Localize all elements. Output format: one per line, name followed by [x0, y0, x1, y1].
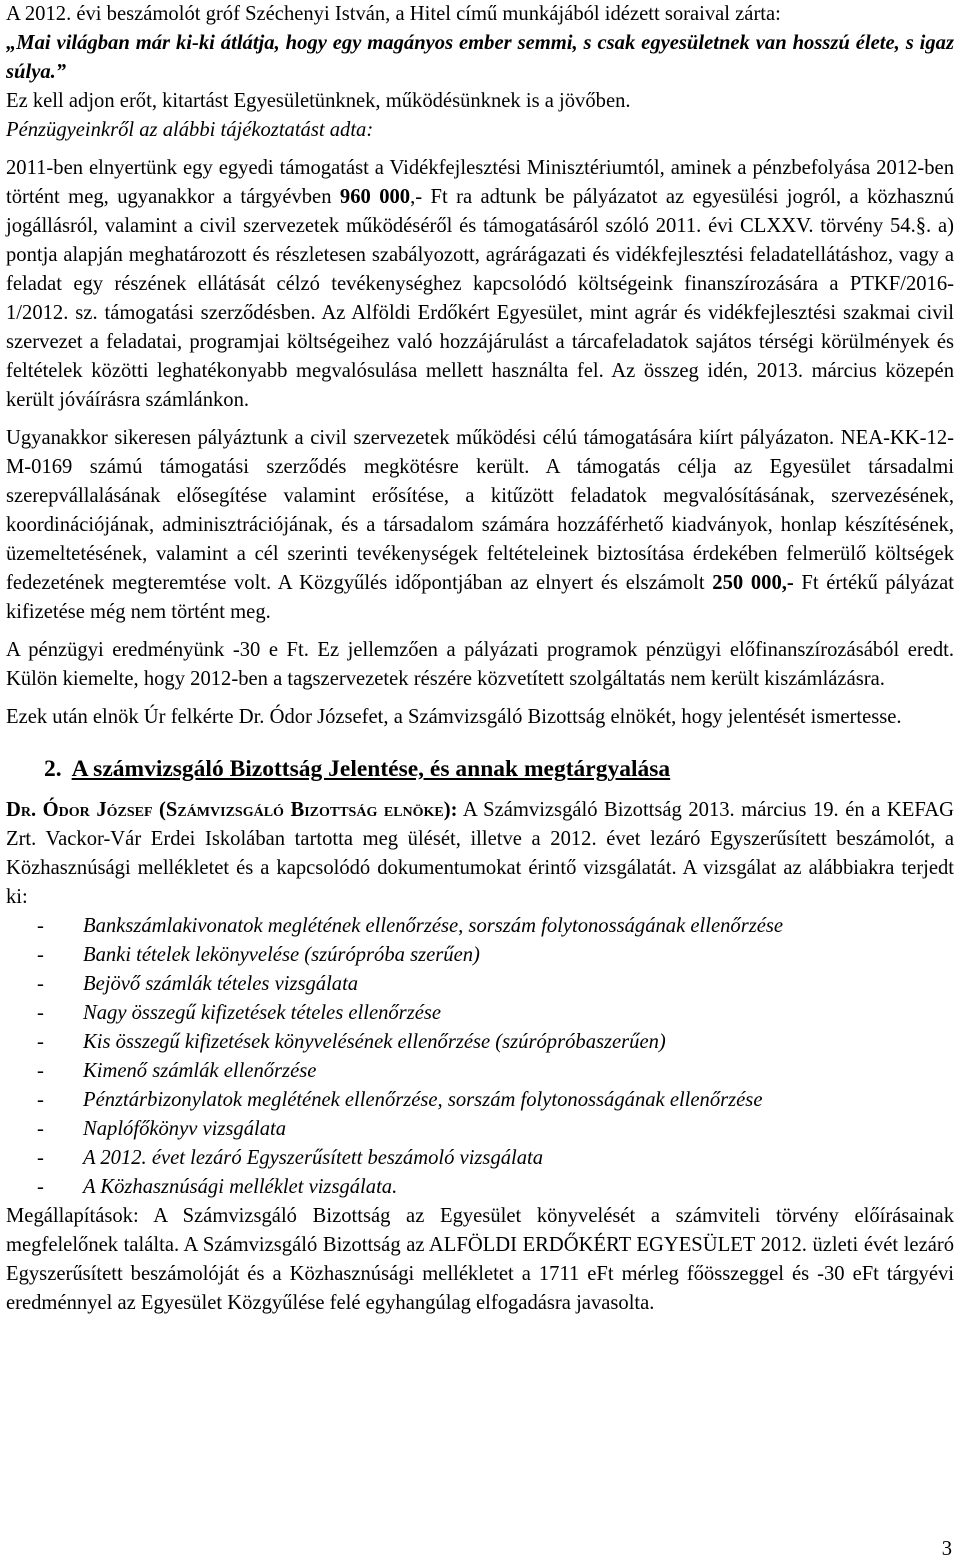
document-page — [6, 0, 954, 1318]
paragraph-audit-report — [6, 796, 954, 912]
section-title: A számvizsgáló Bizottság Jelentése, és annak megtárgyalása — [71, 756, 671, 782]
list-dash: - — [37, 944, 44, 966]
section-heading — [6, 754, 954, 784]
list-item: - Nagy összegű kifizetések tételes ellenőrzése — [6, 999, 954, 1028]
civil-text-a: Ugyanakkor sikeresen pályáztunk a civil szervezetek működési célú támogatására kiírt pályázaton. NEA-KK-12-M-0169 számú támogatási szerződés megkötésre került. A támogatás célja az Egyesület társadalmi szerepvállalásának elősegítése valamint erősítése, a kitűzött feladatok megvalósításának, szervezésének, koordinációjának, adminisztrációjának, és a társadalom számára hozzáférhető kiadványok, honlap készítésének, üzemeltetésének, valamint a cél szerinti tevékenységek feltételeinek biztosítása érdekében felmerülő költségek fedezetének megteremtése volt. A Közgyűlés időpontjában az elnyert és elszámolt — [6, 427, 954, 594]
grant-text-a: 2011-ben elnyertünk egy egyedi támogatást a Vidékfejlesztési Minisztériumtól, aminek a pénzbefolyása 2012-ben történt meg, ugyanakkor a tárgyévben — [6, 157, 954, 208]
list-item: - Pénztárbizonylatok meglétének ellenőrzése, sorszám folytonosságának ellenőrzése — [6, 1086, 954, 1115]
civil-text-b: Ft értékű pályázat kifizetése még nem történt meg. — [6, 572, 955, 623]
list-item: - Naplófőkönyv vizsgálata — [6, 1115, 954, 1144]
page-number: 3 — [941, 1538, 952, 1560]
list-item: - Banki tételek lekönyvelése (szúrópróba szerűen) — [6, 941, 954, 970]
list-item: - A 2012. évet lezáró Egyszerűsített beszámoló vizsgálata — [6, 1144, 954, 1173]
grant-amount-960000: 960 000 — [339, 186, 411, 208]
quote-follow-line: Ez kell adjon erőt, kitartást Egyesületünknek, működésünknek is a jövőben. — [6, 90, 631, 112]
section-number: 2. — [44, 756, 62, 782]
civil-amount-250000: 250 000,- — [712, 572, 794, 594]
list-dash: - — [37, 1002, 44, 1024]
list-item: - Bejövő számlák tételes vizsgálata — [6, 970, 954, 999]
grant-text-b: ,- Ft ra adtunk be pályázatot az egyesülési jogról, a közhasznú jogállásról, valamint a civil szervezetek működéséről és támogatásáról szóló 2011. évi CLXXV. törvény 54.§. a) pontja alapján meghatározott és részletesen szabályozott, agrárágazati és vidékfejlesztési feladatellátáshoz, vagy a feladat egy részének ellátását célzó tevékenységhez kapcsolódó költségeink finanszírozására a PTKF/2016-1/2012. sz. támogatási szerződésben. Az Alföldi Erdőkért Egyesület, mint agrár és vidékfejlesztési szakmai civil szervezet a feladatai, programjai költségeihez való hozzájárulást a tárcafeladatok sajátos térségi körülmények és feltételek közötti leghatékonyabb megvalósulása mellett használta fel. Az összeg idén, 2013. március közepén került jóváírásra számlánkon. — [6, 186, 954, 411]
list-dash: - — [37, 1031, 44, 1053]
audit-report-text: A Számvizsgáló Bizottság 2013. március 19. én a KEFAG Zrt. Vackor-Vár Erdei Iskolában tartotta meg ülését, illetve a 2012. évet lezáró Egyszerűsített beszámolót, a Közhasznúsági mellékletet és a kapcsolódó dokumentumokat érintő vizsgálatát. A vizsgálat az alábbiakra terjedt ki: — [6, 799, 954, 908]
paragraph-grant-2011 — [6, 154, 954, 415]
list-dash: - — [37, 1176, 44, 1198]
list-dash: - — [37, 915, 44, 937]
list-item: - Kis összegű kifizetések könyvelésének ellenőrzése (szúrópróbaszerűen) — [6, 1028, 954, 1057]
list-item: - A Közhasznúsági melléklet vizsgálata. — [6, 1173, 954, 1202]
paragraph-invitation: Ezek után elnök Úr felkérte Dr. Ódor Józsefet, a Számvizsgáló Bizottság elnökét, hogy jelentését ismertesse. — [6, 706, 902, 728]
paragraph-financial-result: A pénzügyi eredményünk -30 e Ft. Ez jellemzően a pályázati programok pénzügyi előfinanszírozásából eredt. Külön kiemelte, hogy 2012-ben a tagszervezetek részére közvetített szolgáltatás nem került kiszámlázásra. — [6, 639, 954, 690]
paragraph-findings: Megállapítások: A Számvizsgáló Bizottság az Egyesület könyvelését a számviteli törvény előírásainak megfelelőnek találta. A Számvizsgáló Bizottság az ALFÖLDI ERDŐKÉRT EGYESÜLET 2012. üzleti évét lezáró Egyszerűsített beszámolóját és a Közhasznúsági mellékletet a 1711 eFt mérleg főösszeggel és -30 eFt tárgyévi eredménnyel az Egyesület Közgyűlése felé egyhangúlag elfogadásra javasolta. — [6, 1205, 954, 1314]
list-dash: - — [37, 1147, 44, 1169]
paragraph-civil-grant — [6, 424, 954, 627]
intro-line: A 2012. évi beszámolót gróf Széchenyi István, a Hitel című munkájából idézett soraival zárta: — [6, 3, 781, 25]
list-item: - Kimenő számlák ellenőrzése — [6, 1057, 954, 1086]
list-dash: - — [37, 1060, 44, 1082]
szechenyi-quote: „Mai világban már ki-ki átlátja, hogy egy magányos ember semmi, s csak egyesületnek van hosszú élete, s igaz súlya.” — [6, 32, 954, 83]
audit-checks-list — [6, 912, 954, 1202]
list-dash: - — [37, 1089, 44, 1111]
list-dash: - — [37, 973, 44, 995]
list-item: - Bankszámlakivonatok meglétének ellenőrzése, sorszám folytonosságának ellenőrzése — [6, 912, 954, 941]
finance-intro: Pénzügyeinkről az alábbi tájékoztatást adta: — [6, 119, 374, 141]
list-dash: - — [37, 1118, 44, 1140]
speaker-name: Dr. Ódor József (Számvizsgáló Bizottság elnöke): — [6, 799, 458, 821]
